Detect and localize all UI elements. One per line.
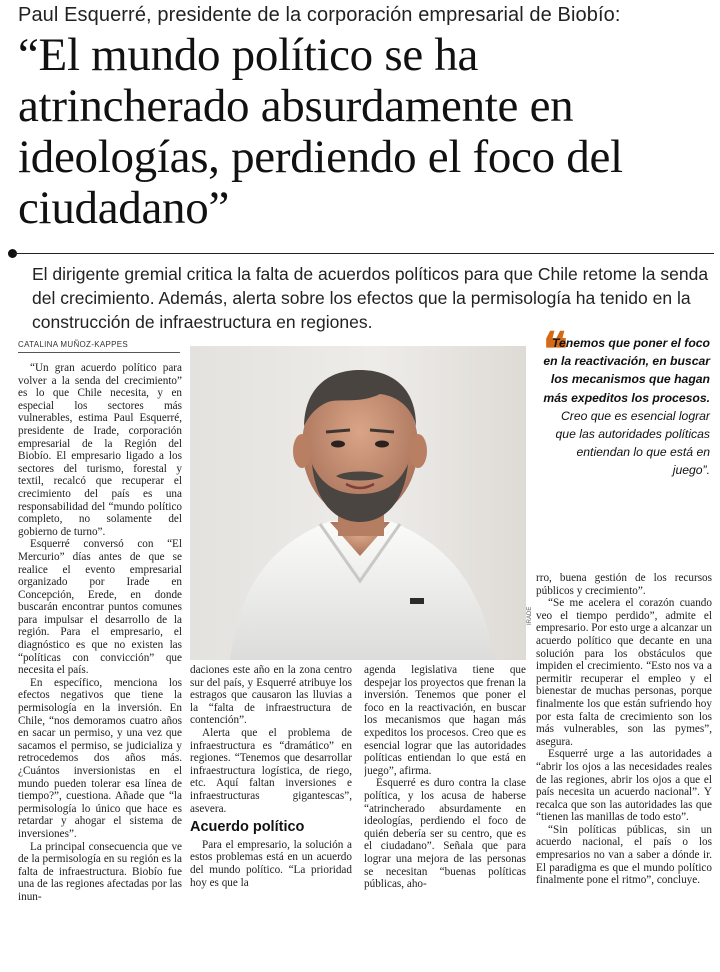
pull-quote-strong: Tenemos que poner el foco en la reactivación, en buscar los mecanismos que hagan más expeditos los procesos. bbox=[543, 336, 710, 405]
paragraph: En específico, menciona los efectos negativos que tiene la permisología en la inversión. En Chile, “nos demoramos cuatro años en sacar un permiso, y una vez que sacamos el permiso, se judicializa y retrocedemos dos años más. ¿Cuántos inversionistas en el mundo pueden tolerar esa línea de tiempo?”, cuestiona. Añade que “la permisología lo único que hace es retardar y ahogar el sistema de inversiones”. bbox=[18, 676, 182, 840]
article-column-4 bbox=[536, 572, 712, 967]
paragraph: Esquerré es duro contra la clase política, y los acusa de haberse “atrincherado absurdamente en ideologías, perdiendo el foco de quién debería ser su centro, que es el ciudadano”. Señala que para lograr una mejora de las personas se necesitan “buenas políticas públicas, aho- bbox=[364, 777, 526, 891]
dek: El dirigente gremial critica la falta de acuerdos políticos para que Chile retome la senda del crecimiento. Además, alerta sobre los efectos que la permisología ha tenido en la construcción de infraestructura en regiones. bbox=[32, 264, 709, 332]
section-heading: Acuerdo político bbox=[190, 819, 305, 836]
byline: CATALINA MUÑOZ-KAPPES bbox=[18, 340, 180, 353]
portrait-photo bbox=[190, 346, 526, 660]
article-column-2 bbox=[190, 664, 352, 967]
quote-mark-icon: ❝ bbox=[543, 322, 568, 376]
photo-credit: IRADE bbox=[527, 606, 533, 625]
kicker: Paul Esquerré, presidente de la corporación empresarial de Biobío: bbox=[18, 4, 621, 26]
paragraph: “Sin políticas públicas, sin un acuerdo nacional, el país o los empresarios no van a saber a dónde ir. El paradigma es que el mundo político finalmente pone el ritmo”, concluye. bbox=[536, 823, 712, 887]
paragraph: daciones este año en la zona centro sur del país, y Esquerré atribuye los estragos que causaron las lluvias a la “falta de infraestructura de contención”. bbox=[190, 664, 352, 727]
paragraph: “Se me acelera el corazón cuando veo el tiempo perdido”, admite el empresario. Por esto urge a alcanzar un acuerdo político que decante en una solución para los obstáculos que impiden el crecimiento. “Esto nos va a permitir recuperar el empleo y el bienestar de muchas personas, porque finalmente los que están sufriendo hoy por esta falta de crecimiento son los más vulnerables, son las pymes”, asegura. bbox=[536, 597, 712, 748]
paragraph: Para el empresario, la solución a estos problemas está en un acuerdo del mundo político. “La prioridad hoy es que la bbox=[190, 838, 352, 889]
paragraph: agenda legislativa tiene que despejar los proyectos que frenan la inversión. Tenemos que poner el foco en la reactivación, en buscar los mecanismos que hagan más expeditos los procesos. Creo que es esencial lograr que las autoridades políticas entiendan lo que está en juego”, afirma. bbox=[364, 664, 526, 777]
headline-rule bbox=[14, 253, 714, 254]
article-column-3 bbox=[364, 664, 526, 967]
pull-quote bbox=[542, 334, 710, 480]
paragraph: Esquerré urge a las autoridades a “abrir los ojos a las necesidades reales de las regiones, abrir los ojos a que el país necesita un acuerdo nacional”. Y recalca que son las autoridades las que “tienen las manillas de todo esto”. bbox=[536, 748, 712, 824]
pull-quote-rest: Creo que es esencial lograr que las autoridades políticas entiendan lo que está en juego”. bbox=[555, 408, 710, 478]
paragraph: “Un gran acuerdo político para volver a la senda del crecimiento” es lo que Chile necesita, y en especial los sectores más vulnerables, estima Paul Esquerré, presidente de Irade, corporación empresarial de la Región del Biobío. El empresario ligado a los sectores del turismo, forestal y textil, recalcó que recuperar el crecimiento del país es una responsabilidad del “mundo político completo, no solamente del gobierno de turno”. bbox=[18, 362, 182, 538]
paragraph: La principal consecuencia que ve de la permisología en su región es la falta de infraestructura. Biobío fue una de las regiones afectadas por las inun- bbox=[18, 840, 182, 903]
headline: “El mundo político se ha atrincherado absurdamente en ideologías, perdiendo el foco del ciudadano” bbox=[18, 29, 623, 234]
paragraph: rro, buena gestión de los recursos públicos y crecimiento”. bbox=[536, 572, 712, 597]
paragraph: Esquerré conversó con “El Mercurio” días antes de que se realice el evento empresarial organizado por Irade en Concepción, Erede, en donde buscarán encontrar puntos comunes para impulsar el desarrollo de la región. Para el empresario, el diagnóstico es que no existen las “políticas con convicción” que necesita el país. bbox=[18, 538, 182, 677]
paragraph: Alerta que el problema de infraestructura es “dramático” en regiones. “Tenemos que desarrollar infraestructura logística, de riego, etc. Aquí faltan inversiones e infraestructuras gigantescas”, asevera. bbox=[190, 726, 352, 815]
portrait-illustration bbox=[190, 346, 526, 660]
article-column-1 bbox=[18, 362, 182, 967]
